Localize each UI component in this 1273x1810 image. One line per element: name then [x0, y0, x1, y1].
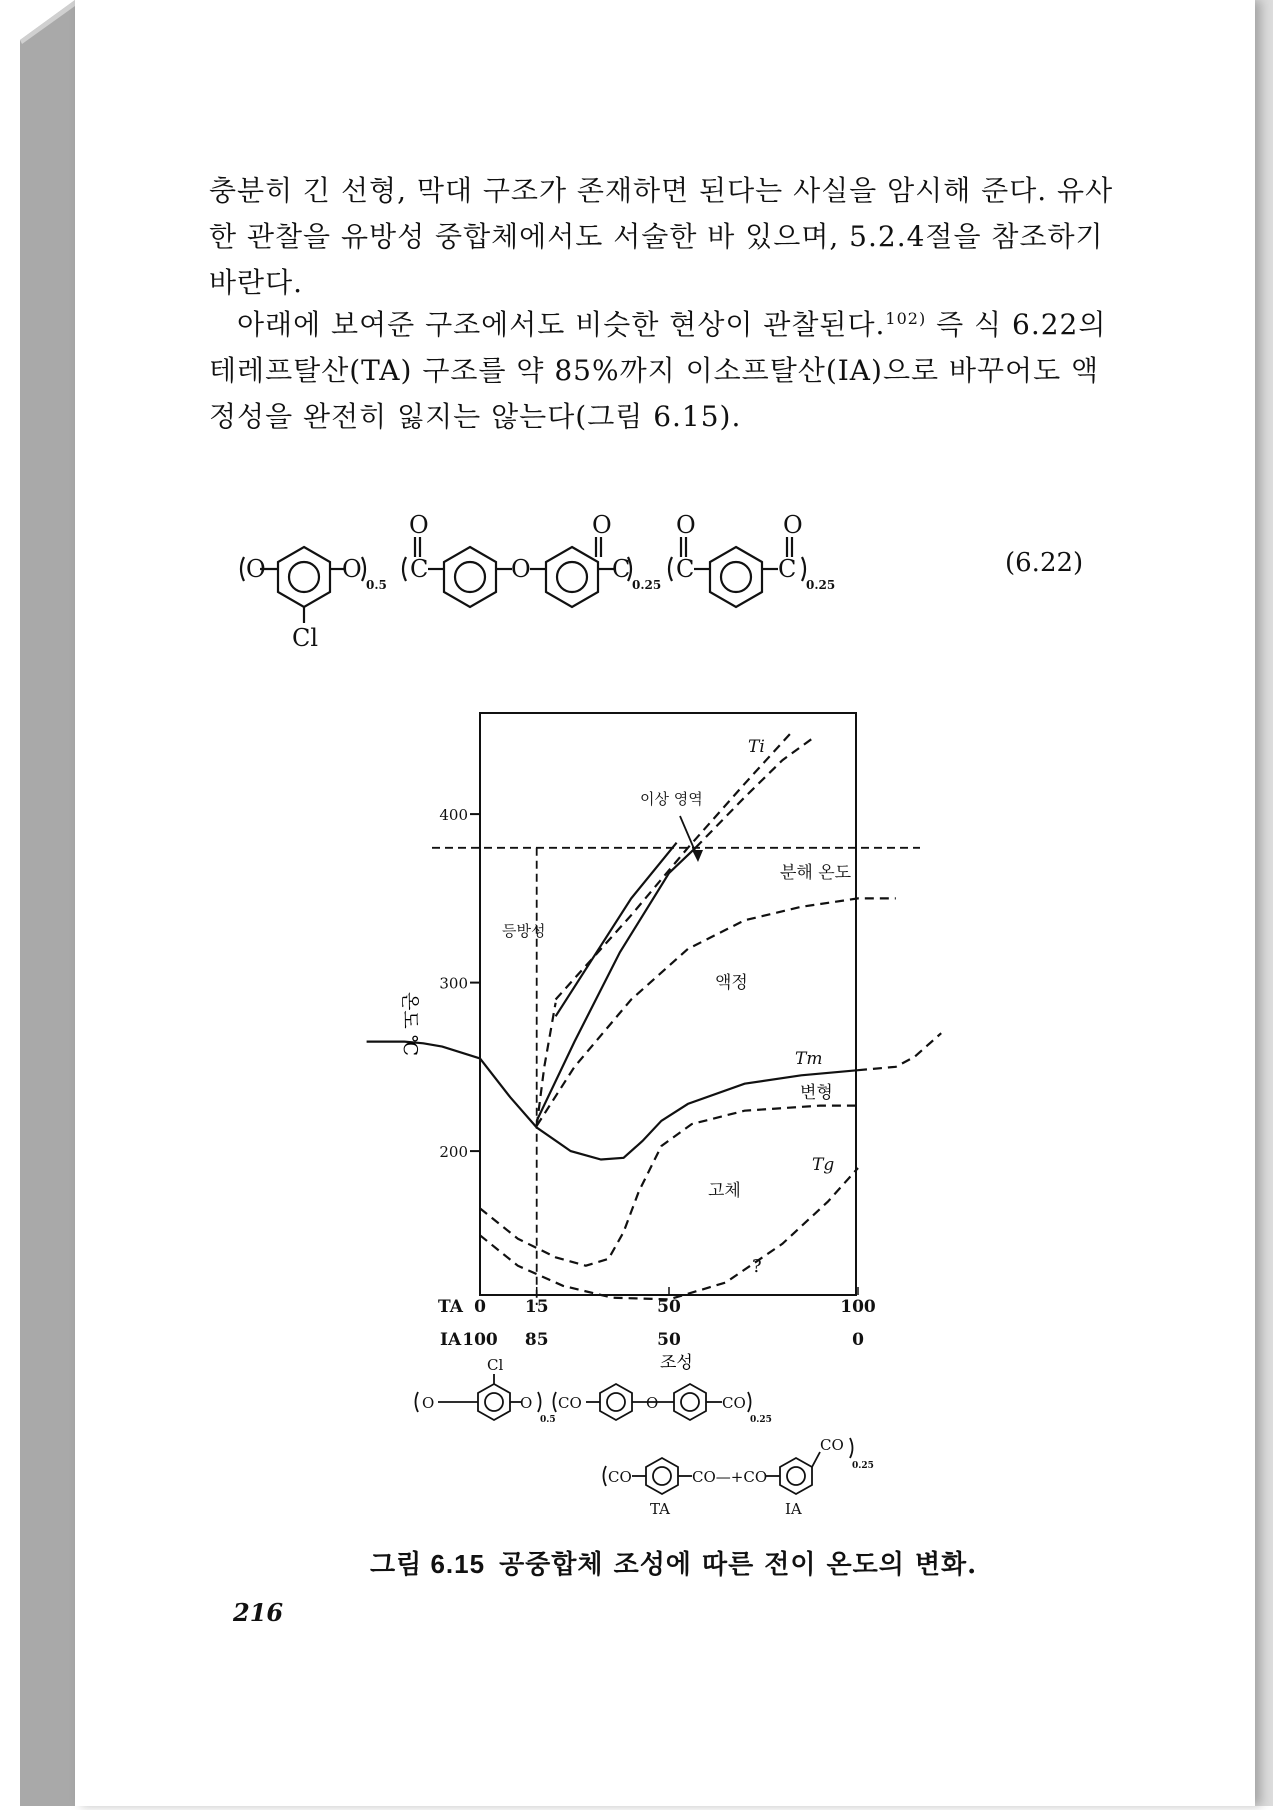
eq-oxygen-2: O: [342, 555, 362, 583]
fig-oxygen: O: [520, 1394, 533, 1412]
y-tick-label: 200: [439, 1143, 468, 1162]
annotation-biphasic: 이상 영역: [640, 790, 703, 808]
series-isotropic-lower: [537, 1003, 556, 1126]
fig-subscript-025: 0.25: [750, 1415, 772, 1425]
fig-paren: [748, 1392, 751, 1412]
fig-label-ta: TA: [650, 1500, 671, 1518]
eq-carbon: C: [410, 555, 429, 583]
eq-subscript-3: 0.25: [806, 578, 836, 592]
annotation-decomposition: 분해 온도: [780, 863, 852, 883]
eq-carbonyl-o-4: O: [783, 511, 803, 539]
x-tick-label-ta: 100: [840, 1297, 876, 1317]
eq-oxygen-1: O: [246, 555, 266, 583]
x-tick-label-ia: 85: [524, 1330, 549, 1350]
biphasic-arrow-head: [692, 850, 703, 862]
fig-paren: [850, 1438, 853, 1458]
eq-oxygen-bridge: O: [511, 555, 531, 583]
x-tick-label-ta: 15: [524, 1297, 549, 1317]
fig-ring-ta: [646, 1458, 678, 1494]
fig-carbonyl: CO: [820, 1436, 844, 1454]
eq-subscript-2: 0.25: [632, 578, 662, 592]
figure-caption-text: 공중합체 조성에 따른 전이 온도의 변화.: [499, 1550, 978, 1580]
equation-number: (6.22): [1005, 548, 1084, 578]
y-tick-label: 400: [439, 806, 468, 825]
series-tm-extension: [858, 1033, 941, 1070]
fig-paren: [416, 1392, 419, 1412]
x-row-label-ta: TA: [438, 1297, 463, 1317]
page-number: 216: [233, 1598, 284, 1627]
series-tm: [367, 1042, 858, 1160]
fig-ring-2-circle: [607, 1393, 625, 1411]
eq-carbon: C: [612, 555, 631, 583]
fig-ring-2: [600, 1384, 632, 1420]
eq-subscript-1: 0.5: [366, 578, 387, 592]
annotation-lc: 액정: [715, 973, 748, 993]
eq-carbonyl-o-1: O: [409, 511, 429, 539]
x-axis-label: 조성: [660, 1353, 693, 1373]
annotation-Tg: Tg: [812, 1155, 835, 1175]
annotation-transition: 변형: [800, 1083, 833, 1103]
y-axis-label: 온도 ℃: [399, 992, 421, 1057]
paragraph-1: 충분히 긴 선형, 막대 구조가 존재하면 된다는 사실을 암시해 준다. 유사한 관찰을 유방성 중합체에서도 서술한 바 있으며, 5.2.4절을 참조하기 바란다.: [209, 174, 1114, 299]
fig-oxygen: O: [646, 1394, 659, 1412]
fig-ring-ia: [780, 1458, 812, 1494]
figure-caption-label: 그림 6.15: [370, 1549, 486, 1579]
fig-label-ia: IA: [785, 1500, 802, 1518]
fig-ring-ia-circle: [787, 1467, 805, 1485]
series-biphasic-upper: [556, 843, 677, 1017]
fig-ring-3-circle: [681, 1393, 699, 1411]
fig-carbonyl: CO: [722, 1394, 746, 1412]
fig-carbonyl: CO: [558, 1394, 582, 1412]
x-tick-label-ia: 50: [657, 1330, 681, 1350]
fig-carbonyl: CO: [608, 1468, 632, 1486]
x-tick-label-ta: 50: [657, 1297, 681, 1317]
annotation-solid: 고체: [708, 1181, 741, 1201]
annotation-Ti: Ti: [748, 737, 765, 757]
eq-carbon: C: [676, 555, 695, 583]
fig-paren: [554, 1392, 557, 1412]
fig-oxygen: O: [422, 1394, 435, 1412]
annotation-unknown: ?: [752, 1256, 762, 1277]
fig-bond: [812, 1452, 820, 1467]
fig-subscript-025: 0.25: [852, 1461, 874, 1471]
fig-ring-1-circle: [485, 1393, 503, 1411]
x-tick-label-ia: 0: [852, 1330, 864, 1350]
reference-superscript: 102): [885, 309, 927, 328]
series-biphasic-lower: [537, 848, 696, 1121]
y-tick-label: 300: [439, 974, 468, 993]
x-tick-label-ia: 100: [462, 1330, 498, 1350]
annotation-Tm: Tm: [795, 1049, 823, 1069]
eq-carbonyl-o-2: O: [592, 511, 612, 539]
fig-paren: [538, 1392, 541, 1412]
fig-chlorine: Cl: [487, 1356, 504, 1374]
eq-carbon: C: [778, 555, 797, 583]
eq-chlorine: Cl: [292, 624, 319, 650]
fig-subscript-05: 0.5: [540, 1415, 556, 1425]
figure-caption: [370, 1544, 977, 1581]
figure-polymer-structures: [410, 1352, 930, 1522]
x-row-label-ia: IA: [440, 1330, 462, 1350]
fig-ring-ta-circle: [653, 1467, 671, 1485]
fig-carbonyl-link: CO—+CO: [692, 1468, 768, 1486]
annotation-isotropic: 등방성: [502, 922, 546, 940]
paragraph-2-part-b: 즉 식 6.22의 테레프탈산(TA) 구조를 약 85%까지 이소프탈산(IA)으로 바꾸어도 액정성을 완전히 잃지는 않는다(그림 6.15).: [209, 308, 1107, 433]
fig-ring-3: [674, 1384, 706, 1420]
paragraph-2-part-a: 아래에 보여준 구조에서도 비슷한 현상이 관찰된다.: [237, 308, 886, 341]
x-tick-label-ta: 0: [474, 1297, 486, 1317]
eq-carbonyl-o-3: O: [676, 511, 696, 539]
fig-ring-1: [478, 1384, 510, 1420]
fig-paren: [604, 1466, 607, 1486]
